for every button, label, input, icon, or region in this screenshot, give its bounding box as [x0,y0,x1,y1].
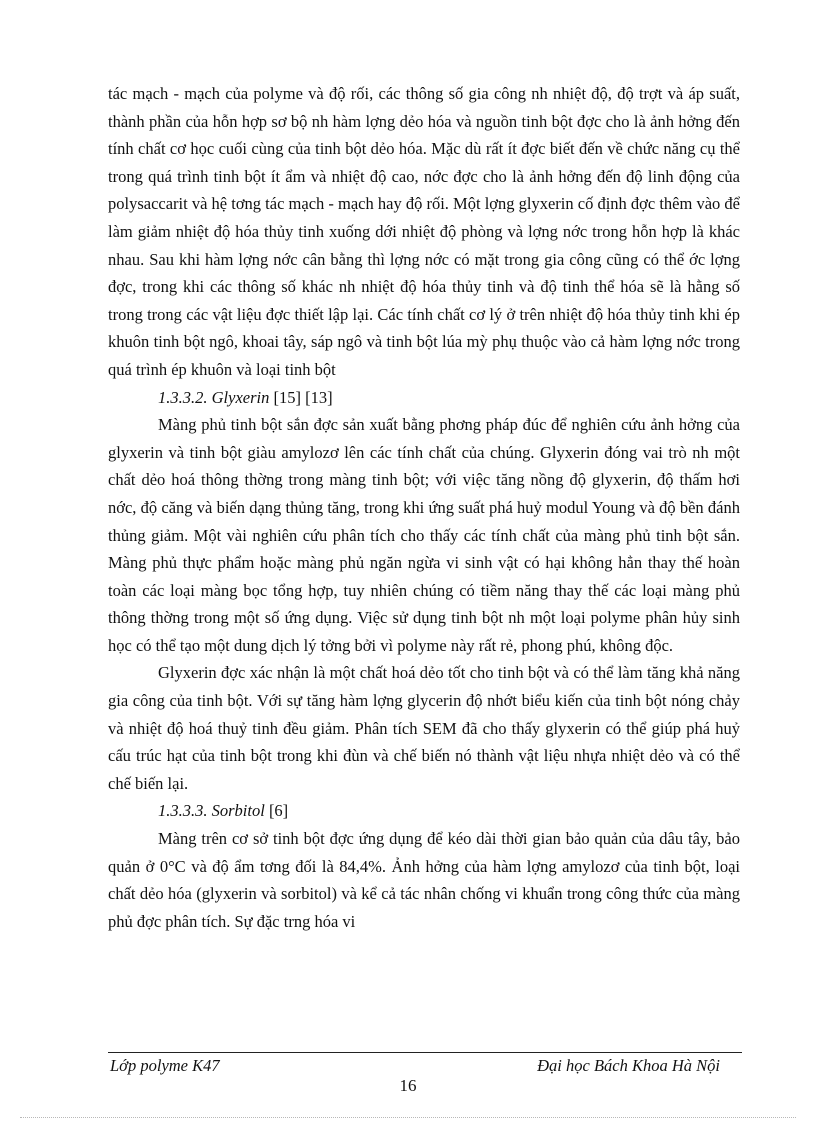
footer-divider [108,1052,742,1053]
section-heading-sorbitol-refs: [6] [264,801,289,821]
section-heading-glyxerin-refs: [15] [13] [269,387,333,407]
page-number: 16 [399,1076,417,1095]
paragraph-glyxerin-plasticizer: Glyxerin đợc xác nhận là một chất hoá dẻo tốt cho tinh bột và có thể làm tăng khả năng gia công của tinh bột. Với sự tăng hàm lợng glycerin độ nhớt biểu kiến của tinh bột nóng chảy và nhiệt độ hoá thuỷ tinh đều giảm. Phân tích SEM đã cho thấy glyxerin có thể giúp phá huỷ cấu trúc hạt của tinh bột trong khi đùn và chế biến nó thành vật liệu nhựa nhiệt dẻo và có thể chế biến lại. [108,663,740,793]
section-heading-glyxerin-title: 1.3.3.2. Glyxerin [158,387,270,407]
section-heading-sorbitol [108,797,740,825]
section-heading-sorbitol-title: 1.3.3.3. Sorbitol [158,801,265,821]
body-text [108,80,740,935]
footer-university: Đại học Bách Khoa Hà Nội [537,1056,720,1075]
page-bottom-dotted-border [20,1117,796,1118]
section-heading-glyxerin [108,384,740,412]
paragraph-sorbitol-film: Màng trên cơ sở tinh bột đợc ứng dụng để kéo dài thời gian bảo quản của dâu tây, bảo quản ở 0°C và độ ẩm tơng đối là 84,4%. Ảnh hởng của hàm lợng amylozơ của tinh bột, loại chất dẻo hóa (glyxerin và sorbitol) và kể cả tác nhân chống vi khuẩn trong công thức của màng phủ đợc phân tích. Sự đặc trng hóa vi [108,829,740,931]
footer-class-name: Lớp polyme K47 [110,1056,220,1075]
paragraph-cassava-film: Màng phủ tinh bột sắn đợc sản xuất bằng phơng pháp đúc để nghiên cứu ảnh hởng của glyxerin và tinh bột giàu amylozơ lên các tính chất của chúng. Glyxerin đóng vai trò nh một chất dẻo hoá thông thờng trong màng tinh bột; với việc tăng nồng độ glyxerin, độ thấm hơi nớc, độ căng và biến dạng thủng tăng, trong khi ứng suất phá huỷ modul Young và độ bền đánh thủng giảm. Một vài nghiên cứu phân tích cho thấy các tính chất của màng phủ tinh bột sắn. Màng phủ thực phẩm hoặc màng phủ ngăn ngừa vi sinh vật có hại không hẳn thay thế hoàn toàn các loại màng bọc tổng hợp, tuy nhiên chúng có tiềm năng thay thế các loại màng phủ thông thờng trong một số ứng dụng. Việc sử dụng tinh bột nh một loại polyme phân hủy sinh học có thể tạo một dung dịch lý tởng bởi vì polyme này rất rẻ, phong phú, không độc. [108,415,740,655]
paragraph-starch-processing: tác mạch - mạch của polyme và độ rối, các thông số gia công nh nhiệt độ, độ trợt và áp suất, thành phần của hỗn hợp sơ bộ nh hàm lợng dẻo hóa và nguồn tinh bột đợc cho là ảnh hởng đến tính chất cơ học cuối cùng của tinh bột dẻo hóa. Mặc dù rất ít đợc biết đến về chức năng cụ thể trong quá trình tinh bột ít ẩm và nhiệt độ cao, nớc đợc cho là ảnh hởng đến độ linh động của polysaccarit và hệ tơng tác mạch - mạch hay độ rối. Một lợng glyxerin cố định đợc thêm vào để làm giảm nhiệt độ hóa thủy tinh xuống dới nhiệt độ phòng và lợng nớc trong hỗn hợp là khác nhau. Sau khi hàm lợng nớc cân bằng thì lợng nớc có mặt trong gia công cũng có thể ớc lợng đợc, trong khi các thông số khác nh nhiệt độ hóa thủy tinh và độ tinh thể hóa sẽ là hằng số trong trong các vật liệu đợc thiết lập lại. Các tính chất cơ lý ở trên nhiệt độ hóa thủy tinh khi ép khuôn tinh bột ngô, khoai tây, sáp ngô và tinh bột lúa mỳ phụ thuộc vào cả hàm lợng nớc trong quá trình ép khuôn và loại tinh bột [108,84,740,379]
